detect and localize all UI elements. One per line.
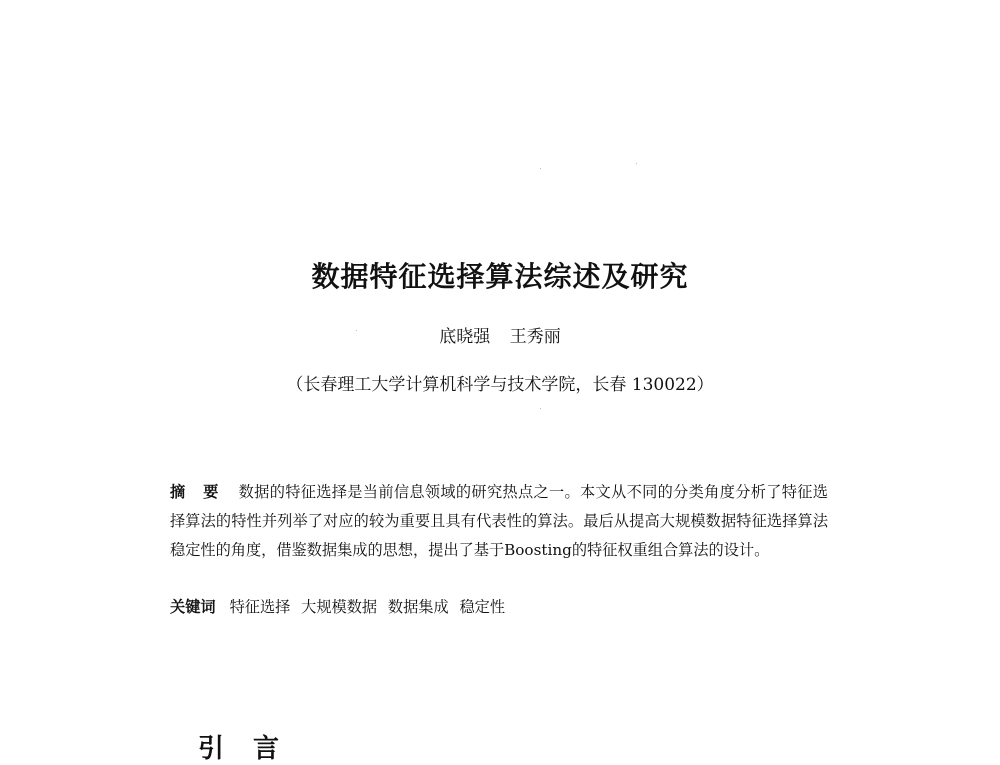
abstract-label: 摘 要 (170, 483, 225, 501)
section-heading-introduction: 引 言 (198, 734, 290, 764)
scan-speck (636, 163, 637, 164)
scan-speck (540, 168, 541, 169)
paper-title: 数据特征选择算法综述及研究 (311, 260, 689, 293)
keywords-label: 关键词 (170, 598, 216, 616)
abstract-block (170, 478, 828, 565)
abstract-text: 数据的特征选择是当前信息领域的研究热点之一。本文从不同的分类角度分析了特征选择算法的特性并列举了对应的较为重要且具有代表性的算法。最后从提高大规模数据特征选择算法稳定性的角度，借鉴数据集成的思想，提出了基于Boosting的特征权重组合算法的设计。 (170, 483, 828, 559)
paper-authors: 底晓强 王秀丽 (439, 327, 561, 347)
paper-affiliation: （长春理工大学计算机科学与技术学院，长春 130022） (286, 375, 714, 395)
keywords-block (170, 593, 828, 622)
keywords-text: 特征选择 大规模数据 数据集成 稳定性 (229, 598, 506, 616)
scan-speck (540, 408, 541, 409)
